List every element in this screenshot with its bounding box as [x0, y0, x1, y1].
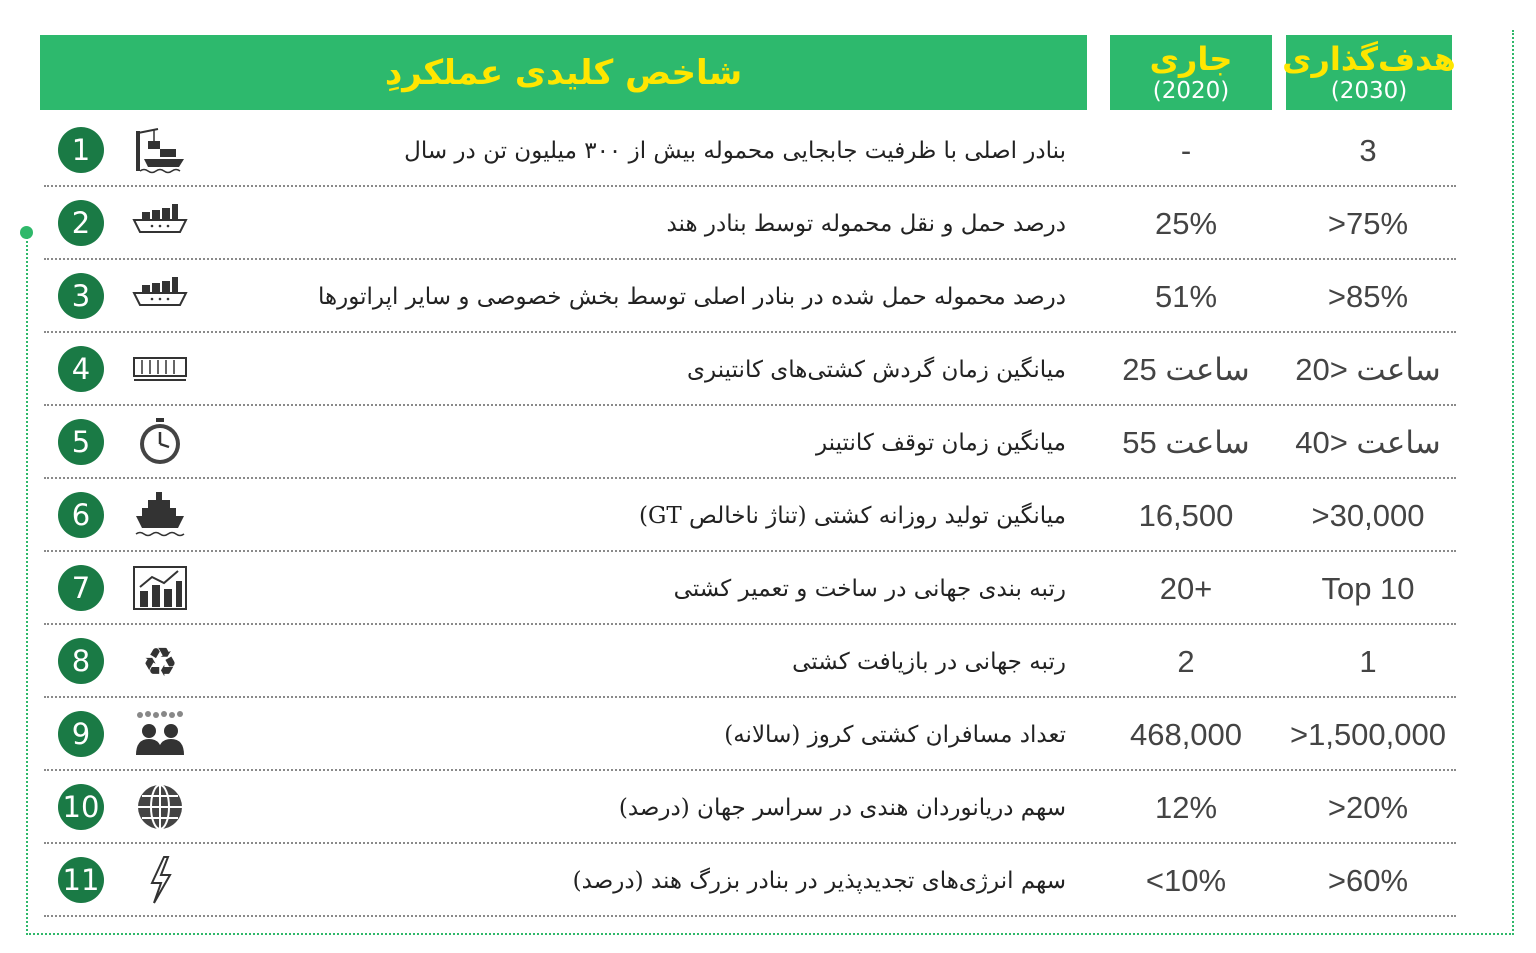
row-number-badge: 8 [58, 638, 104, 684]
kpi-description-text: رتبه جهانی در بازیافت کشتی [792, 648, 1066, 675]
row-number-badge: 10 [58, 784, 104, 830]
kpi-description-text: میانگین زمان گردش کشتی‌های کانتینری [687, 356, 1066, 383]
target-value-text: >30,000 [1311, 497, 1425, 533]
kpi-row [44, 260, 1456, 333]
svg-text:♻: ♻ [142, 640, 178, 686]
current-value-text: - [1180, 132, 1192, 168]
row-separator [44, 915, 1456, 917]
kpi-description [272, 844, 1066, 917]
kpi-row [44, 698, 1456, 771]
current-header-year: (2020) [1152, 77, 1230, 104]
lightning-icon [132, 855, 188, 905]
row-number-badge: 5 [58, 419, 104, 465]
current-value-text: <10% [1145, 862, 1227, 898]
kpi-row [44, 187, 1456, 260]
current-value [1116, 625, 1256, 698]
frame-left-border [26, 232, 28, 935]
target-value [1280, 187, 1456, 260]
row-number-badge: 1 [58, 127, 104, 173]
target-value [1280, 698, 1456, 771]
current-value [1116, 187, 1256, 260]
cargo-ship-icon [132, 271, 188, 321]
kpi-description-text: میانگین زمان توقف کانتینر [815, 429, 1066, 456]
target-value-text: 1 [1359, 643, 1377, 679]
row-number-badge: 4 [58, 346, 104, 392]
stopwatch-icon [132, 417, 188, 467]
current-value [1116, 479, 1256, 552]
current-value [1116, 260, 1256, 333]
frame-right-border [1512, 30, 1514, 935]
kpi-description-text: رتبه بندی جهانی در ساخت و تعمیر کشتی [673, 575, 1066, 602]
current-value [1116, 406, 1256, 479]
recycle-icon [132, 636, 188, 686]
target-value [1280, 479, 1456, 552]
row-number-badge: 7 [58, 565, 104, 611]
target-value-text: >20% [1327, 789, 1409, 825]
kpi-row [44, 552, 1456, 625]
target-value-text: >60% [1327, 862, 1409, 898]
target-value-text: ساعت <40 [1295, 424, 1441, 460]
kpi-description-text: درصد محموله حمل شده در بنادر اصلی توسط بخش خصوصی و سایر اپراتورها [317, 283, 1066, 310]
target-value-text: 3 [1359, 132, 1377, 168]
target-value-text: >75% [1327, 205, 1409, 241]
row-number-badge: 6 [58, 492, 104, 538]
frame-bottom-border [26, 933, 1514, 935]
current-value-text: 2 [1177, 643, 1195, 679]
target-header-year: (2030) [1330, 77, 1408, 104]
target-value [1280, 552, 1456, 625]
target-value-text: Top 10 [1321, 570, 1415, 606]
kpi-row [44, 479, 1456, 552]
kpi-description [272, 187, 1066, 260]
current-value [1116, 552, 1256, 625]
target-value [1280, 844, 1456, 917]
kpi-header [40, 35, 1087, 110]
target-value [1280, 333, 1456, 406]
current-value-text: 12% [1154, 789, 1218, 825]
current-value-text: 16,500 [1138, 497, 1234, 533]
kpi-row [44, 114, 1456, 187]
kpi-description [272, 479, 1066, 552]
kpi-row [44, 771, 1456, 844]
current-value [1116, 333, 1256, 406]
row-number-badge: 2 [58, 200, 104, 246]
cruise-ship-icon [132, 490, 188, 540]
kpi-description-text: سهم انرژی‌های تجدیدپذیر در بنادر بزرگ هند (درصد) [572, 867, 1066, 894]
row-number-badge: 3 [58, 273, 104, 319]
row-number-badge: 11 [58, 857, 104, 903]
kpi-description-text: میانگین تولید روزانه کشتی (تناژ ناخالص GT) [639, 502, 1066, 529]
current-value-text: 468,000 [1129, 716, 1243, 752]
kpi-description-text: تعداد مسافران کشتی کروز (سالانه) [724, 721, 1066, 748]
kpi-description-text: بنادر اصلی با ظرفیت جابجایی محموله بیش از ۳۰۰ میلیون تن در سال [404, 137, 1066, 164]
kpi-description [272, 698, 1066, 771]
target-value [1280, 114, 1456, 187]
kpi-row [44, 333, 1456, 406]
kpi-description-text: سهم دریانوردان هندی در سراسر جهان (درصد) [618, 794, 1066, 821]
target-value-text: >85% [1327, 278, 1409, 314]
current-value [1116, 844, 1256, 917]
frame-dot [20, 226, 33, 239]
port-crane-icon [132, 125, 188, 175]
target-value [1280, 625, 1456, 698]
kpi-row [44, 406, 1456, 479]
target-header-label: هدف‌گذاری [1282, 39, 1456, 78]
kpi-description-text: درصد حمل و نقل محموله توسط بنادر هند [666, 210, 1066, 237]
target-value-text: ساعت <20 [1295, 351, 1441, 387]
current-value [1116, 114, 1256, 187]
kpi-description [272, 333, 1066, 406]
current-header-label: جاری [1149, 39, 1233, 78]
current-value [1116, 771, 1256, 844]
current-value [1116, 698, 1256, 771]
target-header [1282, 35, 1456, 110]
kpi-row [44, 844, 1456, 917]
kpi-row [44, 625, 1456, 698]
current-value-text: 51% [1154, 278, 1218, 314]
current-value-text: 25 ساعت [1122, 351, 1250, 387]
current-value-text: 25% [1154, 205, 1218, 241]
globe-icon [132, 782, 188, 832]
target-value [1280, 406, 1456, 479]
kpi-header-title: شاخص کلیدی عملکردِ [384, 52, 743, 93]
current-header [1110, 35, 1272, 110]
cargo-ship-icon [132, 198, 188, 248]
people-icon [132, 709, 188, 759]
current-value-text: 55 ساعت [1122, 424, 1250, 460]
container-icon [132, 344, 188, 394]
kpi-description [272, 406, 1066, 479]
current-value-text: 20+ [1159, 570, 1213, 606]
kpi-description [272, 771, 1066, 844]
bar-chart-icon [132, 563, 188, 613]
target-value [1280, 771, 1456, 844]
kpi-description [272, 552, 1066, 625]
kpi-description [272, 114, 1066, 187]
kpi-description [272, 625, 1066, 698]
row-number-badge: 9 [58, 711, 104, 757]
kpi-description [272, 260, 1066, 333]
target-value-text: >1,500,000 [1289, 716, 1446, 752]
target-value [1280, 260, 1456, 333]
